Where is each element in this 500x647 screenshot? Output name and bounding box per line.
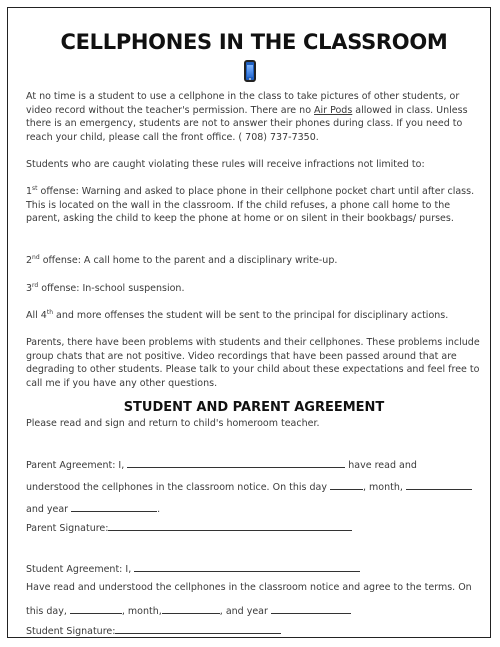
offense-2-sup: nd bbox=[32, 253, 40, 261]
parent-signature-line bbox=[26, 521, 352, 534]
parent-agreement-line-2 bbox=[26, 480, 472, 493]
violations-intro: Students who are caught violating these rules will receive infractions not limited to: bbox=[26, 159, 425, 170]
page-title: CELLPHONES IN THE CLASSROOM bbox=[60, 30, 448, 54]
offense-1-text: offense: Warning and asked to place phone in their cellphone pocket chart until after class. This is located on the wall in the classroom. If the child refuses, a phone call home to the parent, asking the child to keep the phone at home or on silent in their bookbags/ purses. bbox=[26, 186, 475, 224]
parent-agreement-line-3 bbox=[26, 502, 160, 515]
student-year-label: , and year bbox=[219, 606, 271, 617]
parent-year-period: . bbox=[157, 504, 161, 515]
phone-home-button bbox=[249, 78, 251, 80]
offense-3-text: offense: In-school suspension. bbox=[38, 283, 185, 294]
student-month-label: , month, bbox=[121, 606, 162, 617]
student-day-label: this day, bbox=[26, 606, 70, 617]
parent-agreement-text: have read and bbox=[345, 460, 417, 471]
parent-agreement-line-1 bbox=[26, 458, 417, 471]
agreement-instructions: Please read and sign and return to child's homeroom teacher. bbox=[26, 418, 320, 429]
offense-2 bbox=[26, 254, 482, 268]
offense-2-num: 2 bbox=[26, 255, 33, 266]
student-agreement-line-1 bbox=[26, 562, 360, 575]
offense-4-pre: All 4 bbox=[26, 310, 47, 321]
offense-2-text: offense: A call home to the parent and a disciplinary write-up. bbox=[39, 255, 338, 266]
student-agreement-line-2: Have read and understood the cellphones in the classroom notice and agree to the terms. On bbox=[26, 582, 472, 593]
offense-1-sup: st bbox=[32, 184, 38, 192]
parent-understood-text: understood the cellphones in the classroom notice. On this day bbox=[26, 482, 330, 493]
student-signature-field[interactable] bbox=[115, 624, 281, 634]
phone-screen bbox=[247, 65, 253, 77]
agreement-heading: STUDENT AND PARENT AGREEMENT bbox=[123, 400, 385, 415]
parent-day-field[interactable] bbox=[330, 480, 363, 490]
offense-4-text: and more offenses the student will be sent to the principal for disciplinary actions. bbox=[53, 310, 449, 321]
student-month-field[interactable] bbox=[162, 604, 220, 614]
phone-icon bbox=[244, 60, 256, 82]
parent-name-field[interactable] bbox=[127, 458, 345, 468]
parent-month-field[interactable] bbox=[406, 480, 472, 490]
student-agreement-label: Student Agreement: I, bbox=[26, 564, 135, 575]
student-year-field[interactable] bbox=[271, 604, 351, 614]
parent-year-field[interactable] bbox=[71, 502, 157, 512]
offense-4-sup: th bbox=[46, 308, 53, 316]
parents-note: Parents, there have been problems with students and their cellphones. These problems include group chats that are not positive. Video recordings that have been passed around that are degrading to other students. Please talk to your child about these expectations and feel free to call me if you have any other questions. bbox=[26, 337, 480, 389]
parent-agreement-label: Parent Agreement: I, bbox=[26, 460, 128, 471]
parent-signature-label: Parent Signature: bbox=[26, 523, 109, 534]
intro-text-1: At no time is a student to use a cellphone in the class to take pictures of other students, or video record without the teacher's permission. There are no bbox=[26, 91, 460, 116]
offense-1 bbox=[26, 185, 482, 226]
offense-1-num: 1 bbox=[26, 186, 33, 197]
airpods-text: Air Pods bbox=[314, 104, 353, 116]
parent-signature-field[interactable] bbox=[108, 521, 352, 531]
student-agreement-line-3 bbox=[26, 604, 351, 617]
parent-year-label: and year bbox=[26, 504, 72, 515]
offense-4-plus bbox=[26, 309, 482, 323]
offense-3 bbox=[26, 282, 482, 296]
intro-text-2: allowed in class. Unless there is an emergency, students are not to answer their phones during class. If you need to reach your child, please call the front office. ( 708) 737-7350. bbox=[26, 104, 468, 143]
student-signature-label: Student Signature: bbox=[26, 626, 116, 637]
student-name-field[interactable] bbox=[134, 562, 360, 572]
offense-3-sup: rd bbox=[32, 281, 39, 289]
intro-paragraph bbox=[26, 90, 482, 144]
offense-3-num: 3 bbox=[26, 283, 33, 294]
student-day-field[interactable] bbox=[70, 604, 122, 614]
student-signature-line bbox=[26, 624, 281, 637]
document-page bbox=[7, 7, 491, 638]
parent-month-label: , month, bbox=[362, 482, 406, 493]
